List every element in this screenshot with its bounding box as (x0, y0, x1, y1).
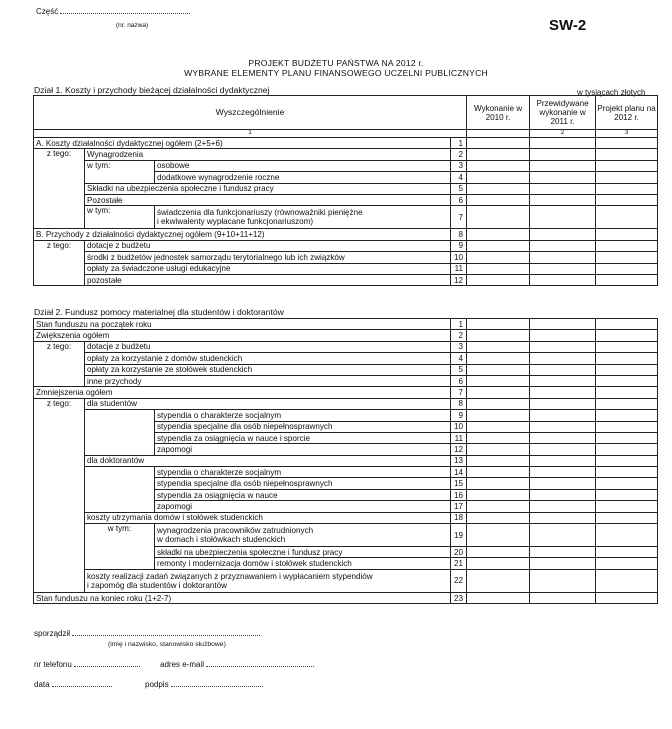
value-cell[interactable] (467, 341, 530, 352)
table-row (34, 467, 658, 478)
value-cell[interactable] (530, 432, 596, 443)
value-cell[interactable] (596, 194, 658, 205)
value-cell[interactable] (596, 341, 658, 352)
table-row (34, 138, 658, 149)
value-cell[interactable] (596, 387, 658, 398)
indent-cell (85, 410, 155, 456)
value-cell[interactable] (596, 229, 658, 240)
row-label: pozostałe (85, 274, 451, 285)
prepared-by-field[interactable] (34, 628, 260, 638)
row-number: 5 (451, 183, 467, 194)
row-label-line1: wynagrodzenia pracowników zatrudnionych (157, 526, 314, 536)
table-row (34, 149, 658, 160)
value-cell[interactable] (467, 592, 530, 603)
value-cell[interactable] (467, 387, 530, 398)
value-cell[interactable] (530, 524, 596, 547)
email-label: adres e-mail (160, 660, 205, 669)
row-label: Stan funduszu na koniec roku (1+2-7) (34, 592, 451, 603)
value-cell[interactable] (530, 569, 596, 592)
value-cell[interactable] (530, 501, 596, 512)
value-cell[interactable] (530, 444, 596, 455)
col-2012-header: Projekt planu na 2012 r. (596, 96, 658, 130)
row-number: 4 (451, 353, 467, 364)
row-label: Składki na ubezpieczenia społeczne i fundusz pracy (85, 183, 451, 194)
value-cell[interactable] (596, 319, 658, 330)
row-number: 2 (451, 149, 467, 160)
table-row (34, 398, 658, 409)
row-label: remonty i modernizacja domów i stołówek studenckich (155, 558, 451, 569)
row-label: Pozostałe (85, 194, 451, 205)
row-number: 22 (451, 569, 467, 592)
table-row (34, 252, 658, 263)
part-field[interactable] (36, 6, 190, 16)
value-cell[interactable] (596, 375, 658, 386)
row-label: zapomogi (155, 444, 451, 455)
value-cell[interactable] (467, 421, 530, 432)
row-number: 21 (451, 558, 467, 569)
value-cell[interactable] (596, 172, 658, 183)
row-number: 9 (451, 410, 467, 421)
value-cell[interactable] (596, 206, 658, 229)
value-cell[interactable] (467, 467, 530, 478)
table-row (34, 512, 658, 523)
value-cell[interactable] (596, 398, 658, 409)
row-number: 9 (451, 240, 467, 251)
value-cell[interactable] (530, 229, 596, 240)
row-number: 12 (451, 444, 467, 455)
value-cell[interactable] (596, 183, 658, 194)
col-desc-header: Wyszczególnienie (34, 96, 467, 130)
value-cell[interactable] (530, 364, 596, 375)
value-cell[interactable] (467, 489, 530, 500)
row-label: dotacje z budżetu (85, 240, 451, 251)
value-cell[interactable] (596, 353, 658, 364)
col-2010-header: Wykonanie w 2010 r. (467, 96, 530, 130)
value-cell[interactable] (530, 252, 596, 263)
row-number: 16 (451, 489, 467, 500)
table-row (34, 160, 658, 171)
page-title-line1: PROJEKT BUDŻETU PAŃSTWA NA 2012 r. (248, 58, 424, 68)
row-number: 15 (451, 478, 467, 489)
value-cell[interactable] (530, 410, 596, 421)
value-cell[interactable] (596, 444, 658, 455)
value-cell[interactable] (530, 138, 596, 149)
value-cell[interactable] (596, 421, 658, 432)
value-cell[interactable] (530, 341, 596, 352)
colnum-1: 1 (34, 130, 467, 138)
part-name-hint: (nr. nazwa) (116, 22, 149, 29)
value-cell[interactable] (530, 160, 596, 171)
colnum-3: 3 (596, 130, 658, 138)
row-group-label: z tego: (34, 341, 85, 387)
value-cell[interactable] (596, 558, 658, 569)
table-row (34, 183, 658, 194)
row-number: 7 (451, 387, 467, 398)
value-cell[interactable] (596, 524, 658, 547)
row-number: 13 (451, 455, 467, 466)
row-number: 23 (451, 592, 467, 603)
table-row (34, 206, 658, 229)
row-label: opłaty za świadczone usługi edukacyjne (85, 263, 451, 274)
row-label: Stan funduszu na początek roku (34, 319, 451, 330)
row-label-line2: i zapomóg dla studentów i doktorantów (87, 580, 227, 590)
row-label: Zmniejszenia ogółem (34, 387, 451, 398)
value-cell[interactable] (467, 455, 530, 466)
value-cell[interactable] (467, 444, 530, 455)
row-label: osobowe (155, 160, 451, 171)
value-cell[interactable] (467, 410, 530, 421)
row-label-multiline (155, 206, 451, 229)
row-label: dla doktorantów (85, 455, 451, 466)
value-cell[interactable] (530, 353, 596, 364)
row-number: 1 (451, 319, 467, 330)
value-cell[interactable] (530, 478, 596, 489)
value-cell[interactable] (467, 149, 530, 160)
value-cell[interactable] (467, 252, 530, 263)
value-cell[interactable] (596, 263, 658, 274)
row-label: inne przychody (85, 375, 451, 386)
row-number: 17 (451, 501, 467, 512)
value-cell[interactable] (596, 410, 658, 421)
value-cell[interactable] (467, 478, 530, 489)
table-row (34, 263, 658, 274)
table-row (34, 410, 658, 421)
row-number: 10 (451, 252, 467, 263)
value-cell[interactable] (467, 512, 530, 523)
value-cell[interactable] (530, 558, 596, 569)
row-number: 6 (451, 375, 467, 386)
table-row (34, 364, 658, 375)
row-label: stypendia specjalne dla osób niepełnosprawnych (155, 421, 451, 432)
row-number: 2 (451, 330, 467, 341)
row-label: stypendia o charakterze socjalnym (155, 467, 451, 478)
value-cell[interactable] (467, 263, 530, 274)
signature-field[interactable] (145, 679, 263, 689)
signature-line[interactable] (171, 679, 263, 687)
value-cell[interactable] (596, 274, 658, 285)
table-row (34, 229, 658, 240)
row-number: 12 (451, 274, 467, 285)
value-cell[interactable] (530, 172, 596, 183)
value-cell[interactable] (596, 569, 658, 592)
table-row (34, 341, 658, 352)
col-2011-header: Przewidywane wykonanie w 2011 r. (530, 96, 596, 130)
part-label: Część (36, 7, 59, 16)
prepared-by-label: sporządził (34, 629, 71, 638)
value-cell[interactable] (530, 194, 596, 205)
row-label: opłaty za korzystanie ze stołówek studenckich (85, 364, 451, 375)
table-row (34, 240, 658, 251)
row-number: 3 (451, 341, 467, 352)
prepared-by-line[interactable] (72, 628, 260, 636)
email-field[interactable] (160, 659, 314, 669)
prepared-by-hint: (imię i nazwisko, stanowisko służbowe) (108, 641, 226, 648)
value-cell[interactable] (530, 421, 596, 432)
value-cell[interactable] (467, 330, 530, 341)
value-cell[interactable] (467, 229, 530, 240)
value-cell[interactable] (467, 364, 530, 375)
value-cell[interactable] (530, 330, 596, 341)
table-row (34, 592, 658, 603)
value-cell[interactable] (596, 364, 658, 375)
table-row (34, 330, 658, 341)
row-label-multiline (85, 569, 451, 592)
table-row (34, 319, 658, 330)
row-number: 20 (451, 547, 467, 558)
row-label: składki na ubezpieczenia społeczne i fundusz pracy (155, 547, 451, 558)
row-label: Zwiększenia ogółem (34, 330, 451, 341)
value-cell[interactable] (596, 149, 658, 160)
value-cell[interactable] (467, 375, 530, 386)
table-row (34, 353, 658, 364)
value-cell[interactable] (467, 138, 530, 149)
value-cell[interactable] (596, 138, 658, 149)
row-number: 19 (451, 524, 467, 547)
table-row (34, 194, 658, 205)
row-group-label: z tego: (34, 149, 85, 229)
value-cell[interactable] (530, 274, 596, 285)
value-cell[interactable] (467, 353, 530, 364)
date-label: data (34, 680, 50, 689)
table-header-row (34, 96, 658, 130)
row-group-label: z tego: (34, 240, 85, 286)
row-label: koszty utrzymania domów i stołówek studenckich (85, 512, 451, 523)
row-label: środki z budżetów jednostek samorządu terytorialnego lub ich związków (85, 252, 451, 263)
value-cell[interactable] (467, 206, 530, 229)
value-cell[interactable] (530, 489, 596, 500)
section1-unit: w tysiącach złotych (577, 88, 646, 97)
row-label: stypendia o charakterze socjalnym (155, 410, 451, 421)
row-number: 14 (451, 467, 467, 478)
value-cell[interactable] (530, 467, 596, 478)
row-group-label: z tego: (34, 398, 85, 592)
table-row (34, 387, 658, 398)
part-dotted-line[interactable] (60, 6, 190, 14)
phone-line[interactable] (74, 659, 140, 667)
row-label: opłaty za korzystanie z domów studenckich (85, 353, 451, 364)
form-code: SW-2 (549, 17, 587, 34)
row-number: 6 (451, 194, 467, 205)
value-cell[interactable] (467, 547, 530, 558)
value-cell[interactable] (467, 432, 530, 443)
value-cell[interactable] (596, 547, 658, 558)
signature-label: podpis (145, 680, 169, 689)
value-cell[interactable] (467, 240, 530, 251)
row-label: dotacje z budżetu (85, 341, 451, 352)
value-cell[interactable] (530, 375, 596, 386)
table-row (34, 274, 658, 285)
row-number: 8 (451, 229, 467, 240)
section1-table (33, 95, 658, 286)
row-label-line1: świadczenia dla funkcjonariuszy (równoważniki pieniężne (157, 208, 363, 218)
row-label: zapomogi (155, 501, 451, 512)
value-cell[interactable] (530, 263, 596, 274)
value-cell[interactable] (596, 432, 658, 443)
value-cell[interactable] (530, 512, 596, 523)
row-sublabel: w tym: (85, 160, 155, 183)
table-row (34, 524, 658, 547)
row-number: 10 (451, 421, 467, 432)
row-label: stypendia za osiągnięcia w nauce i sporcie (155, 432, 451, 443)
value-cell[interactable] (596, 330, 658, 341)
row-number: 18 (451, 512, 467, 523)
row-label: Wynagrodzenia (85, 149, 451, 160)
row-label: stypendia za osiągnięcia w nauce (155, 489, 451, 500)
value-cell[interactable] (596, 489, 658, 500)
value-cell[interactable] (467, 398, 530, 409)
section1-title: Dział 1. Koszty i przychody bieżącej działalności dydaktycznej (34, 85, 270, 95)
row-label: A. Koszty działalności dydaktycznej ogółem (2+5+6) (34, 138, 451, 149)
section2-table (33, 318, 658, 604)
row-sublabel: w tym: (85, 524, 155, 570)
value-cell[interactable] (596, 455, 658, 466)
row-label-line2: i ekwiwalenty wypłacane funkcjonariuszom) (157, 217, 314, 227)
value-cell[interactable] (596, 592, 658, 603)
value-cell[interactable] (530, 319, 596, 330)
row-label: B. Przychody z działalności dydaktycznej ogółem (9+10+11+12) (34, 229, 451, 240)
row-number: 11 (451, 432, 467, 443)
value-cell[interactable] (596, 252, 658, 263)
page-title-line2: WYBRANE ELEMENTY PLANU FINANSOWEGO UCZELNI PUBLICZNYCH (184, 68, 488, 78)
email-line[interactable] (206, 659, 314, 667)
value-cell[interactable] (530, 592, 596, 603)
value-cell[interactable] (467, 558, 530, 569)
table-row (34, 455, 658, 466)
value-cell[interactable] (596, 478, 658, 489)
row-sublabel: w tym: (85, 206, 155, 229)
row-label-line2: w domach i stołówkach studenckich (157, 535, 286, 545)
row-number: 3 (451, 160, 467, 171)
column-number-row (34, 130, 658, 138)
value-cell[interactable] (467, 194, 530, 205)
value-cell[interactable] (467, 319, 530, 330)
date-field[interactable] (34, 679, 112, 689)
value-cell[interactable] (530, 455, 596, 466)
value-cell[interactable] (467, 183, 530, 194)
row-label-line1: koszty realizacji zadań związanych z przyznawaniem i wypłacaniem stypendiów (87, 571, 373, 581)
row-number: 7 (451, 206, 467, 229)
value-cell[interactable] (467, 172, 530, 183)
phone-field[interactable] (34, 659, 140, 669)
row-number: 5 (451, 364, 467, 375)
value-cell[interactable] (530, 240, 596, 251)
table-row (34, 569, 658, 592)
value-cell[interactable] (596, 501, 658, 512)
value-cell[interactable] (467, 569, 530, 592)
value-cell[interactable] (467, 501, 530, 512)
row-number: 4 (451, 172, 467, 183)
value-cell[interactable] (530, 398, 596, 409)
table-row (34, 375, 658, 386)
section2-title: Dział 2. Fundusz pomocy materialnej dla studentów i doktorantów (34, 307, 284, 317)
row-number: 1 (451, 138, 467, 149)
row-label: dla studentów (85, 398, 451, 409)
value-cell[interactable] (530, 206, 596, 229)
value-cell[interactable] (530, 183, 596, 194)
date-line[interactable] (52, 679, 112, 687)
value-cell[interactable] (467, 274, 530, 285)
value-cell[interactable] (467, 160, 530, 171)
indent-cell (85, 467, 155, 513)
value-cell[interactable] (467, 524, 530, 547)
colnum-2: 2 (530, 130, 596, 138)
value-cell[interactable] (596, 512, 658, 523)
row-number: 11 (451, 263, 467, 274)
phone-label: nr telefonu (34, 660, 72, 669)
row-label: stypendia specjalne dla osób niepełnosprawnych (155, 478, 451, 489)
value-cell[interactable] (596, 240, 658, 251)
value-cell[interactable] (596, 160, 658, 171)
row-number: 8 (451, 398, 467, 409)
value-cell[interactable] (530, 387, 596, 398)
row-label: dodatkowe wynagrodzenie roczne (155, 172, 451, 183)
colnum-blank (467, 130, 530, 138)
value-cell[interactable] (530, 149, 596, 160)
value-cell[interactable] (530, 547, 596, 558)
row-label-multiline (155, 524, 451, 547)
value-cell[interactable] (596, 467, 658, 478)
